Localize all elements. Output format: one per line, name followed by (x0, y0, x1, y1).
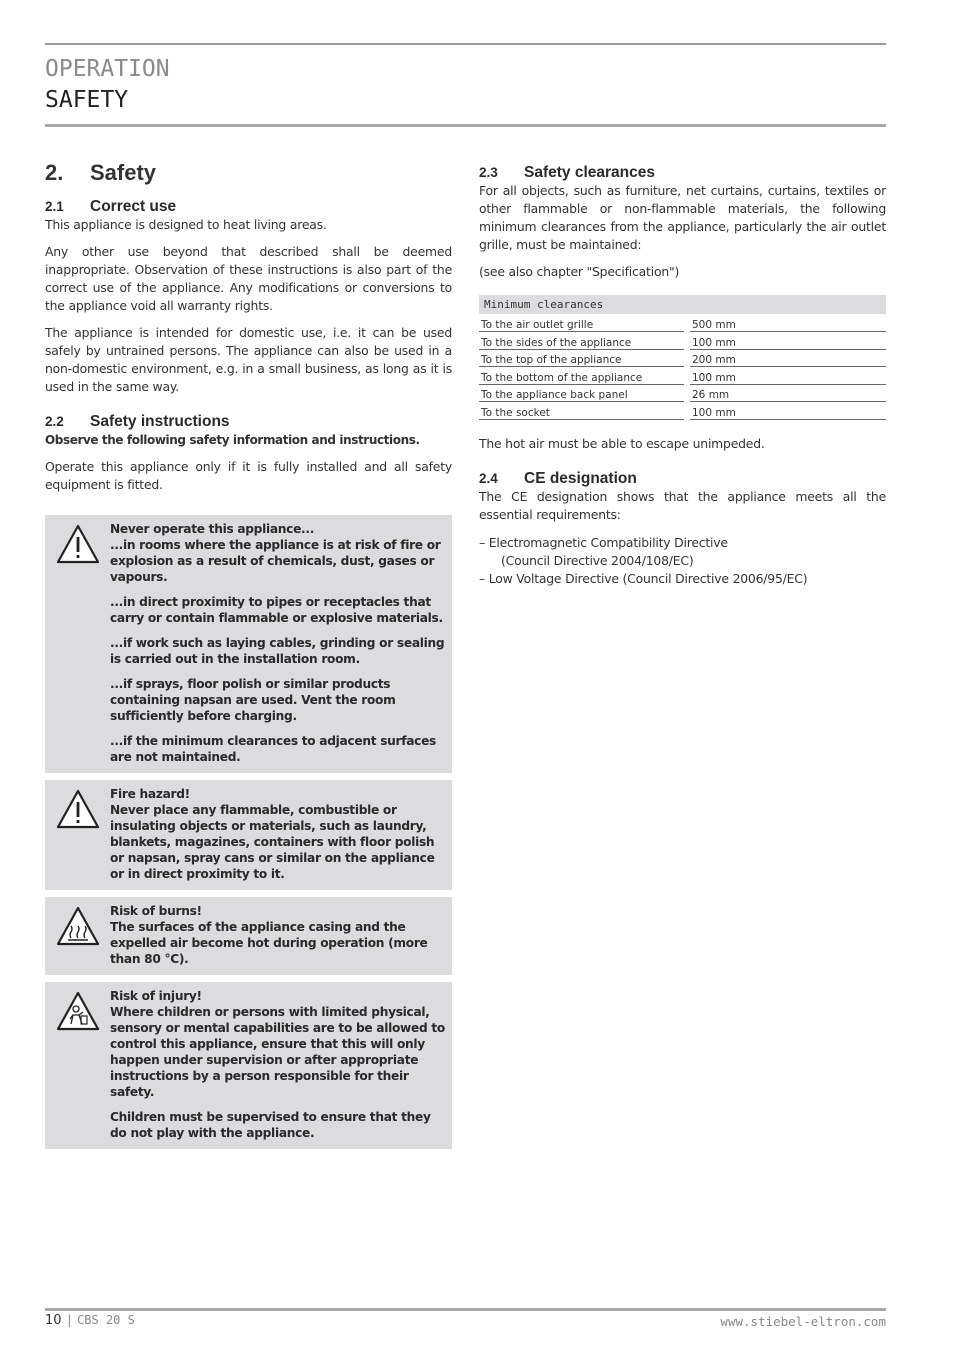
table-cell-value: 500 mm (690, 314, 886, 332)
subsection-number: 2.3 (479, 165, 498, 180)
warning-box (45, 982, 452, 1149)
paragraph: The hot air must be able to escape unimpeded. (479, 435, 765, 451)
website-link[interactable]: www.stiebel-eltron.com (720, 1314, 886, 1329)
warning-text: Never operate this appliance... ...in rooms where the appliance is at risk of fire or explosion as a result of chemicals, dust, gases or vapours. (110, 522, 441, 584)
table-row (479, 314, 886, 332)
header-section: SAFETY (45, 87, 129, 113)
section-number: 2. (45, 160, 64, 185)
subsection-ce-designation-title (479, 470, 886, 488)
subsection-safety-clearances-title (479, 164, 886, 182)
table-cell-label: To the appliance back panel (479, 384, 684, 402)
subsection-title-text: Safety instructions (90, 413, 230, 430)
list-item-text: (Council Directive 2004/108/EC) (501, 552, 694, 568)
child-injury-icon (45, 988, 110, 1145)
hot-surface-icon (45, 903, 110, 971)
subsection-title-text: CE designation (524, 469, 637, 487)
section-title-text: Safety (90, 160, 157, 185)
table-cell-value: 26 mm (690, 384, 886, 402)
model-name: CBS 20 S (77, 1313, 135, 1327)
paragraph: For all objects, such as furniture, net curtains, curtains, textiles or other flammable or non-flammable materials, the following minimum clearances from the appliance, particularly the air outlet grille, must be maintained: (479, 183, 886, 252)
table-header: Minimum clearances (479, 295, 886, 314)
subsection-title-text: Correct use (90, 198, 177, 215)
warning-triangle-icon (45, 521, 110, 769)
paragraph: Any other use beyond that described shall be deemed inappropriate. Observation of these instructions is also part of the correct use of the appliance. Any modifications or conversions to the appliance void all warranty rights. (45, 244, 452, 313)
top-rule (45, 43, 886, 45)
footer-rule (45, 1308, 886, 1311)
subsection-safety-instructions-title (45, 413, 452, 431)
table-row (479, 367, 886, 385)
clearances-table (479, 295, 886, 420)
warning-text: Children must be supervised to ensure that they do not play with the appliance. (110, 1110, 431, 1140)
table-cell-label: To the air outlet grille (479, 314, 684, 332)
paragraph: (see also chapter "Specification") (479, 264, 680, 279)
table-row (479, 402, 886, 420)
warning-text: ...in direct proximity to pipes or receptacles that carry or contain flammable or explosive materials. (110, 595, 443, 625)
warning-triangle-icon (45, 786, 110, 886)
list-item: – Electromagnetic Compatibility Directive (Council Directive 2004/108/EC) (479, 534, 886, 570)
left-column (45, 160, 452, 1156)
list-item-text: Low Voltage Directive (Council Directive 2006/95/EC) (488, 570, 808, 586)
table-row (479, 349, 886, 367)
warning-box (45, 515, 452, 773)
footer-left (45, 1313, 135, 1328)
table-cell-value: 100 mm (690, 402, 886, 420)
footer-separator: | (65, 1313, 73, 1327)
paragraph: The appliance is intended for domestic use, i.e. it can be used safely by untrained persons. The appliance can also be used in a non-domestic environment, e.g. in a small business, as long as it is used in the same way. (45, 325, 452, 394)
paragraph: This appliance is designed to heat living areas. (45, 217, 327, 232)
section-title (45, 160, 452, 186)
warning-text: ...if work such as laying cables, grinding or sealing is carried out in the installation room. (110, 636, 445, 666)
header-category: OPERATION (45, 56, 170, 82)
list-item-text: Electromagnetic Compatibility Directive (488, 534, 728, 550)
warning-text: Risk of injury! Where children or persons with limited physical, sensory or mental capabilities are to be allowed to control this appliance, ensure that this will only happen under supervision or after appropriate instructions by a person responsible for their safety. (110, 989, 445, 1099)
table-row (479, 332, 886, 350)
table-cell-label: To the socket (479, 402, 684, 420)
paragraph: The CE designation shows that the appliance meets all the essential requirements: (479, 488, 886, 522)
list-item: – Low Voltage Directive (Council Directive 2006/95/EC) (479, 570, 808, 586)
table-cell-value: 100 mm (690, 367, 886, 385)
page-number: 10 (45, 1313, 62, 1328)
warning-box (45, 780, 452, 890)
table-cell-value: 100 mm (690, 332, 886, 350)
subsection-number: 2.1 (45, 199, 64, 214)
warning-text: ...if the minimum clearances to adjacent surfaces are not maintained. (110, 734, 437, 764)
right-column (479, 164, 886, 588)
warning-text: ...if sprays, floor polish or similar products containing napsan are used. Vent the room sufficiently before charging. (110, 677, 396, 723)
table-cell-label: To the top of the appliance (479, 349, 684, 367)
warning-box (45, 897, 452, 975)
table-cell-label: To the sides of the appliance (479, 332, 684, 350)
directive-list (479, 534, 886, 588)
subsection-title-text: Safety clearances (524, 164, 655, 181)
header-rule (45, 124, 886, 127)
table-row (479, 384, 886, 402)
subsection-number: 2.2 (45, 414, 64, 429)
table-cell-label: To the bottom of the appliance (479, 367, 684, 385)
lead-paragraph: Observe the following safety information and instructions. (45, 433, 420, 447)
paragraph: Operate this appliance only if it is fully installed and all safety equipment is fitted. (45, 459, 452, 492)
subsection-number: 2.4 (479, 470, 498, 486)
warning-text: Risk of burns! The surfaces of the appliance casing and the expelled air become hot during operation (more than 80 °C). (110, 904, 428, 966)
warning-text: Fire hazard! Never place any flammable, combustible or insulating objects or materials, such as laundry, blankets, magazines, containers with floor polish or napsan, spray cans or similar on the appliance or in direct proximity to it. (110, 787, 435, 881)
table-cell-value: 200 mm (690, 349, 886, 367)
subsection-correct-use-title (45, 198, 452, 216)
